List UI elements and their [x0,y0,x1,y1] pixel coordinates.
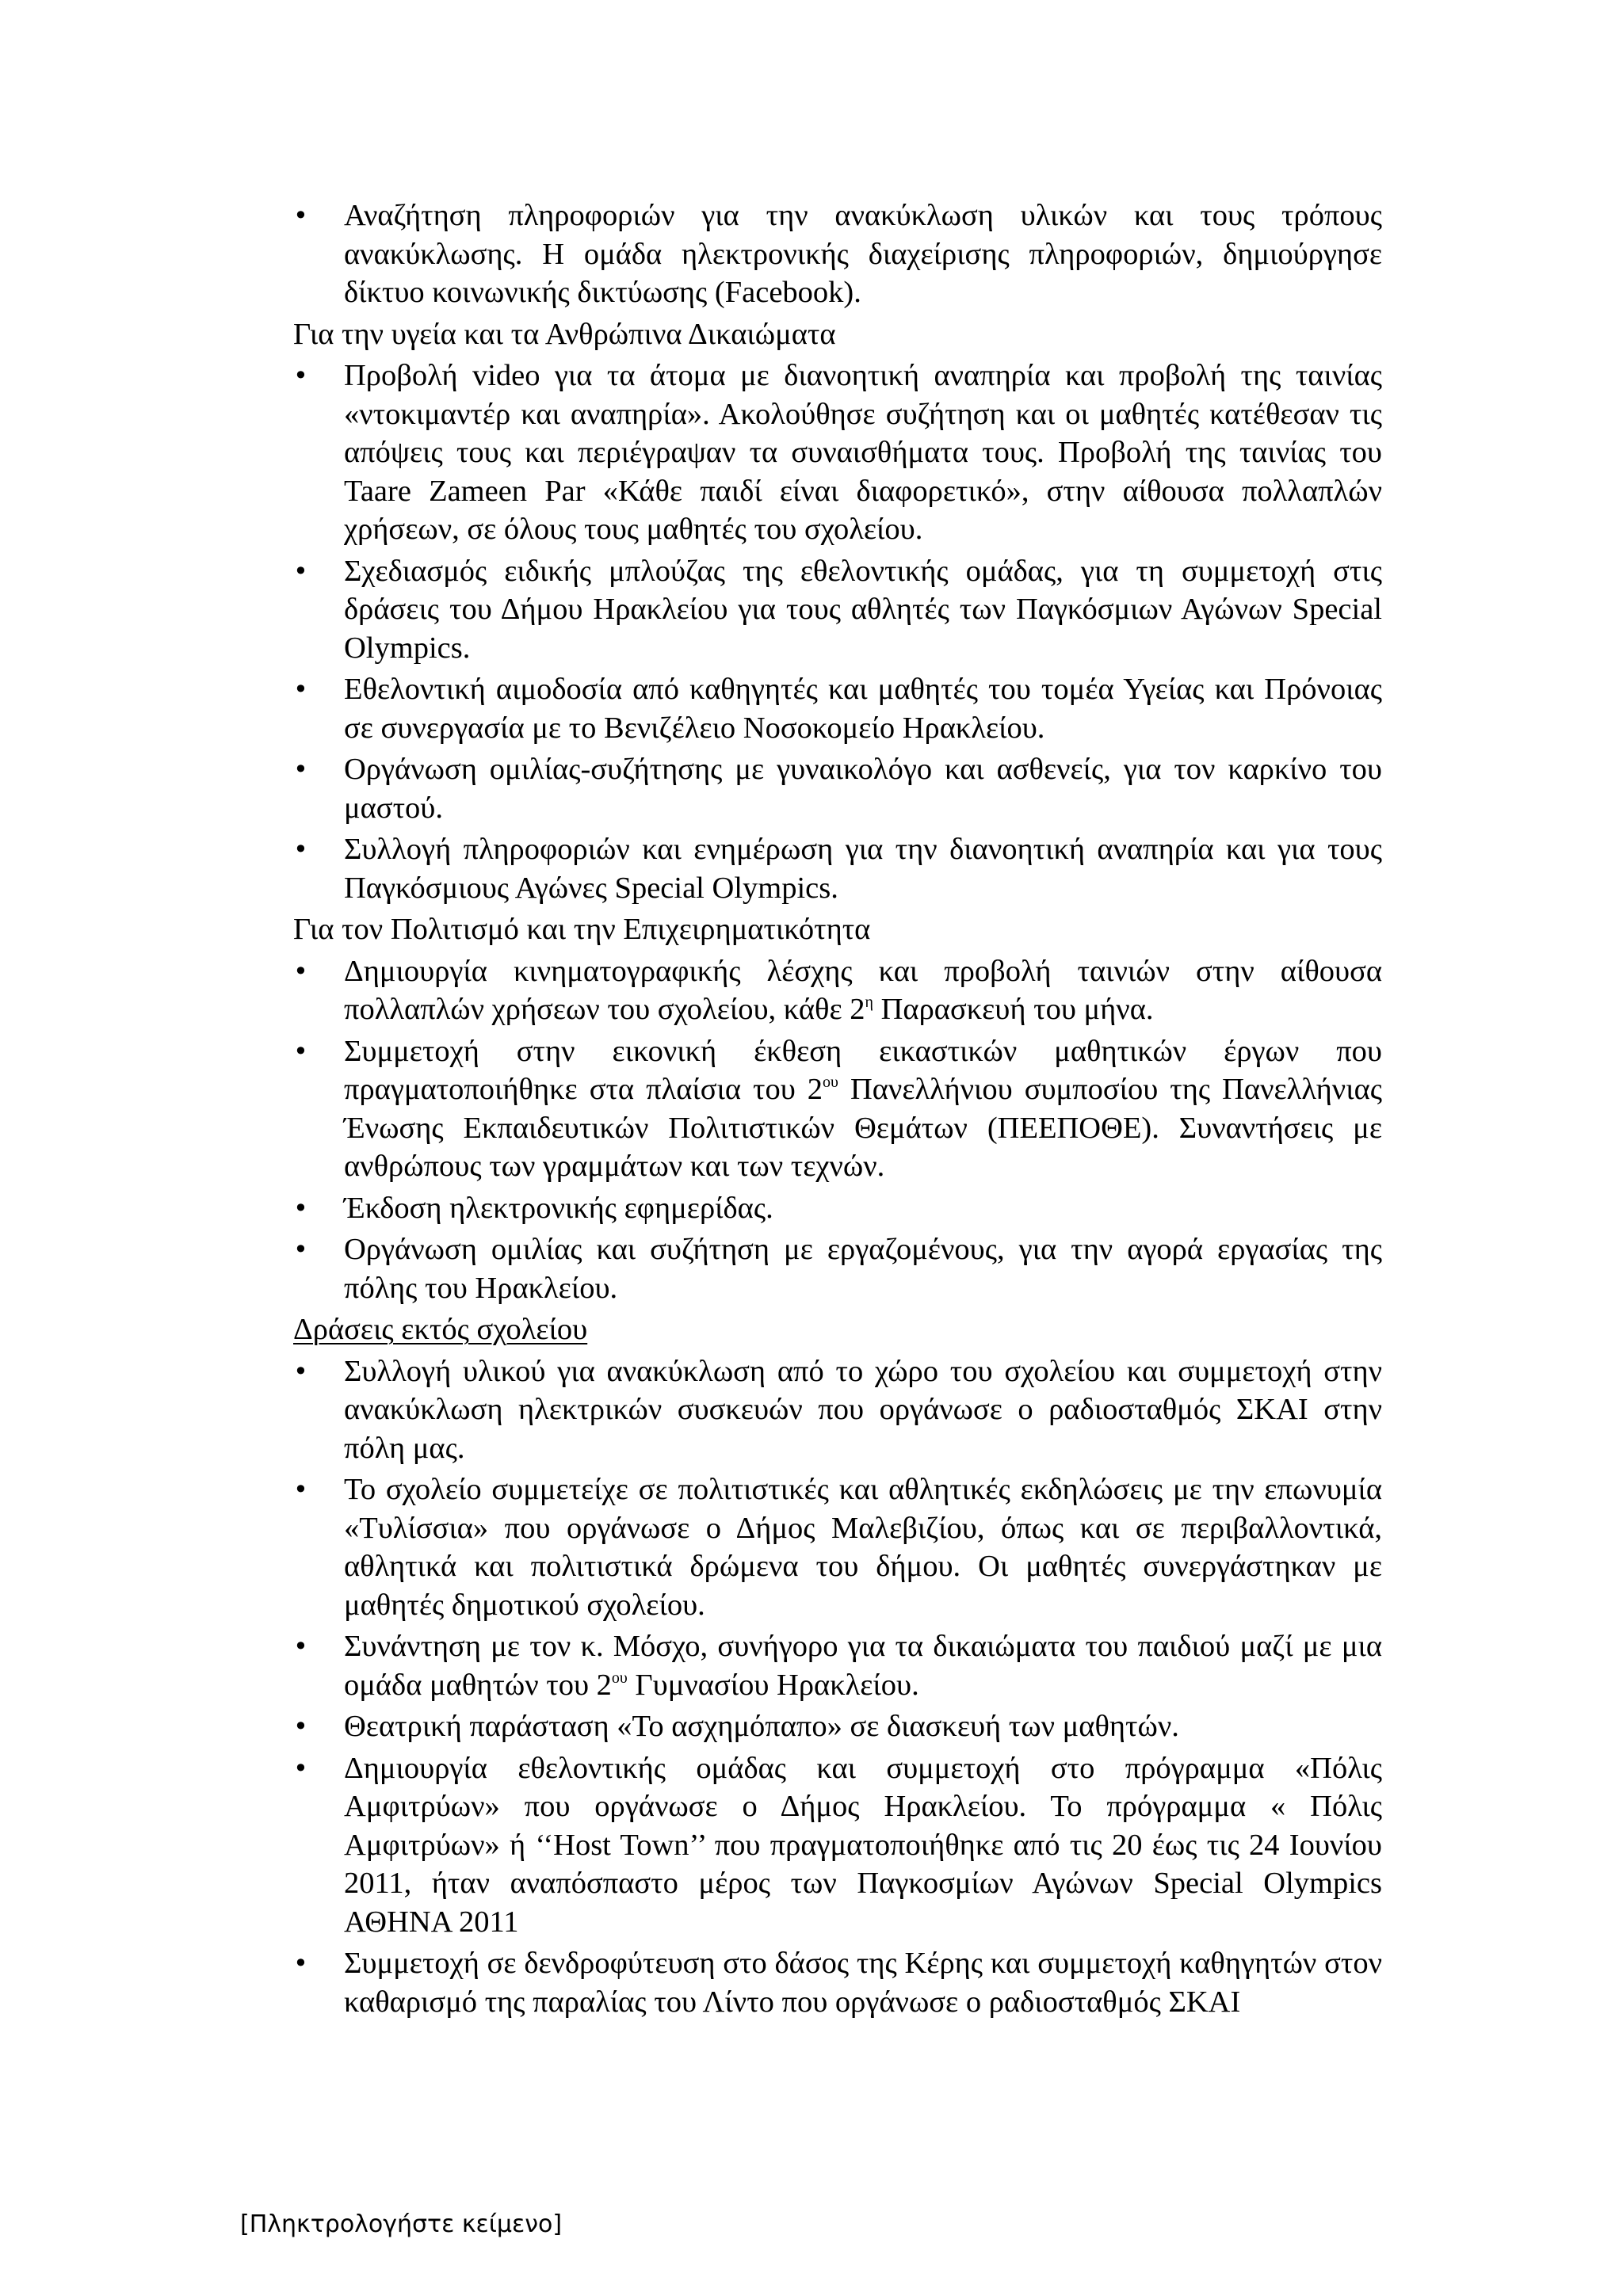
item-text: Γυμνασίου Ηρακλείου. [627,1668,919,1702]
section-heading-culture: Για τον Πολιτισμό και την Επιχειρηματικότητα [293,913,871,946]
list-item: • Προβολή video για τα άτομα με διανοητική αναπηρία και προβολή της ταινίας «ντοκιμαντέρ και αναπηρία». Ακολούθησε συζήτηση και οι μαθητές κατέθεσαν τις απόψεις τους και περιέγραψαν τα συναισθήματα τους. Προβολή της ταινίας του Taare Zameen Par «Κάθε παιδί είναι διαφορετικό», στην αίθουσα πολλαπλών χρήσεων, σε όλους τους μαθητές του σχολείου. [293,357,1382,549]
list-item: • Συλλογή υλικού για ανακύκλωση από το χώρο του σχολείου και συμμετοχή στην ανακύκλωση ηλεκτρικών συσκευών που οργάνωσε ο ραδιοσταθμός ΣΚΑΙ στην πόλη μας. [293,1352,1382,1468]
heading-text: Δράσεις εκτός σχολείου [293,1313,588,1346]
list-item: • Συλλογή πληροφοριών και ενημέρωση για την διανοητική αναπηρία και για τους Παγκόσμιους Αγώνες Special Olympics. [293,830,1382,907]
list-item: • Το σχολείο συμμετείχε σε πολιτιστικές και αθλητικές εκδηλώσεις με την επωνυμία «Τυλίσσια» που οργάνωσε ο Δήμος Μαλεβιζίου, όπως και σε περιβαλλοντικά, αθλητικά και πολιτιστικά δρώμενα του δήμου. Οι μαθητές συνεργάστηκαν με μαθητές δημοτικού σχολείου. [293,1470,1382,1624]
item-text: Συμμετοχή στην εικονική έκθεση εικαστικών μαθητικών έργων που πραγματοποιήθηκε στα πλαίσια του 2 [344,1034,1382,1106]
superscript: ου [823,1074,838,1091]
superscript: ου [611,1669,628,1687]
list-item: • Θεατρική παράσταση «Το ασχημόπαπο» σε διασκευή των μαθητών. [293,1707,1382,1746]
list-item: • Οργάνωση ομιλίας-συζήτησης με γυναικολόγο και ασθενείς, για τον καρκίνο του μαστού. [293,750,1382,827]
list-item: • Αναζήτηση πληροφοριών για την ανακύκλωση υλικών και τους τρόπους ανακύκλωσης. Η ομάδα ηλεκτρονικής διαχείρισης πληροφοριών, δημιούργησε δίκτυο κοινωνικής δικτύωσης (Facebook). [293,196,1382,312]
item-text: Συνάντηση με τον κ. Μόσχο, συνήγορο για τα δικαιώματα του παιδιού μαζί με μια ομάδα μαθητών του 2 [344,1630,1382,1702]
section-heading-health: Για την υγεία και τα Ανθρώπινα Δικαιώματα [293,317,836,351]
item-text: Παρασκευή του μήνα. [873,993,1154,1026]
item-text: Πανελλήνιου συμποσίου της Πανελλήνιας Ένωσης Εκπαιδευτικών Πολιτιστικών Θεμάτων (ΠΕΕΠΟΘΕ). Συναντήσεις με ανθρώπους των γραμμάτων και των τεχνών. [344,1073,1382,1183]
list-item: • Συμμετοχή σε δενδροφύτευση στο δάσος της Κέρης και συμμετοχή καθηγητών στον καθαρισμό της παραλίας του Λίντο που οργάνωσε ο ραδιοσταθμός ΣΚΑΙ [293,1944,1382,2021]
list-item: • Οργάνωση ομιλίας και συζήτηση με εργαζομένους, για την αγορά εργασίας της πόλης του Ηρακλείου. [293,1230,1382,1307]
superscript: η [865,994,873,1011]
list-item: • Δημιουργία εθελοντικής ομάδας και συμμετοχή στο πρόγραμμα «Πόλις Αμφιτρύων» που οργάνωσε ο Δήμος Ηρακλείου. Το πρόγραμμα « Πόλις Αμφιτρύων» ή ‘‘Host Town’’ που πραγματοποιήθηκε από τις 20 έως τις 24 Ιουνίου 2011, ήταν αναπόσπαστο μέρος των Παγκοσμίων Αγώνων Special Olympics ΑΘΗΝΑ 2011 [293,1749,1382,1942]
list-item: • Σχεδιασμός ειδικής μπλούζας της εθελοντικής ομάδας, για τη συμμετοχή στις δράσεις του Δήμου Ηρακλείου για τους αθλητές των Παγκόσμιων Αγώνων Special Olympics. [293,552,1382,668]
footer-placeholder[interactable]: [Πληκτρολογήστε κείμενο] [240,2210,563,2238]
list-item [293,952,1382,1029]
list-item: • Εθελοντική αιμοδοσία από καθηγητές και μαθητές του τομέα Υγείας και Πρόνοιας σε συνεργασία με το Βενιζέλειο Νοσοκομείο Ηρακλείου. [293,670,1382,747]
section-heading-outside [293,1310,1382,1349]
list-item: • Έκδοση ηλεκτρονικής εφημερίδας. [293,1189,1382,1228]
list-item [293,1627,1382,1704]
list-item [293,1032,1382,1186]
document-body [293,196,1382,2024]
item-text: Δημιουργία κινηματογραφικής λέσχης και προβολή ταινιών στην αίθουσα πολλαπλών χρήσεων του σχολείου, κάθε 2 [344,954,1382,1026]
